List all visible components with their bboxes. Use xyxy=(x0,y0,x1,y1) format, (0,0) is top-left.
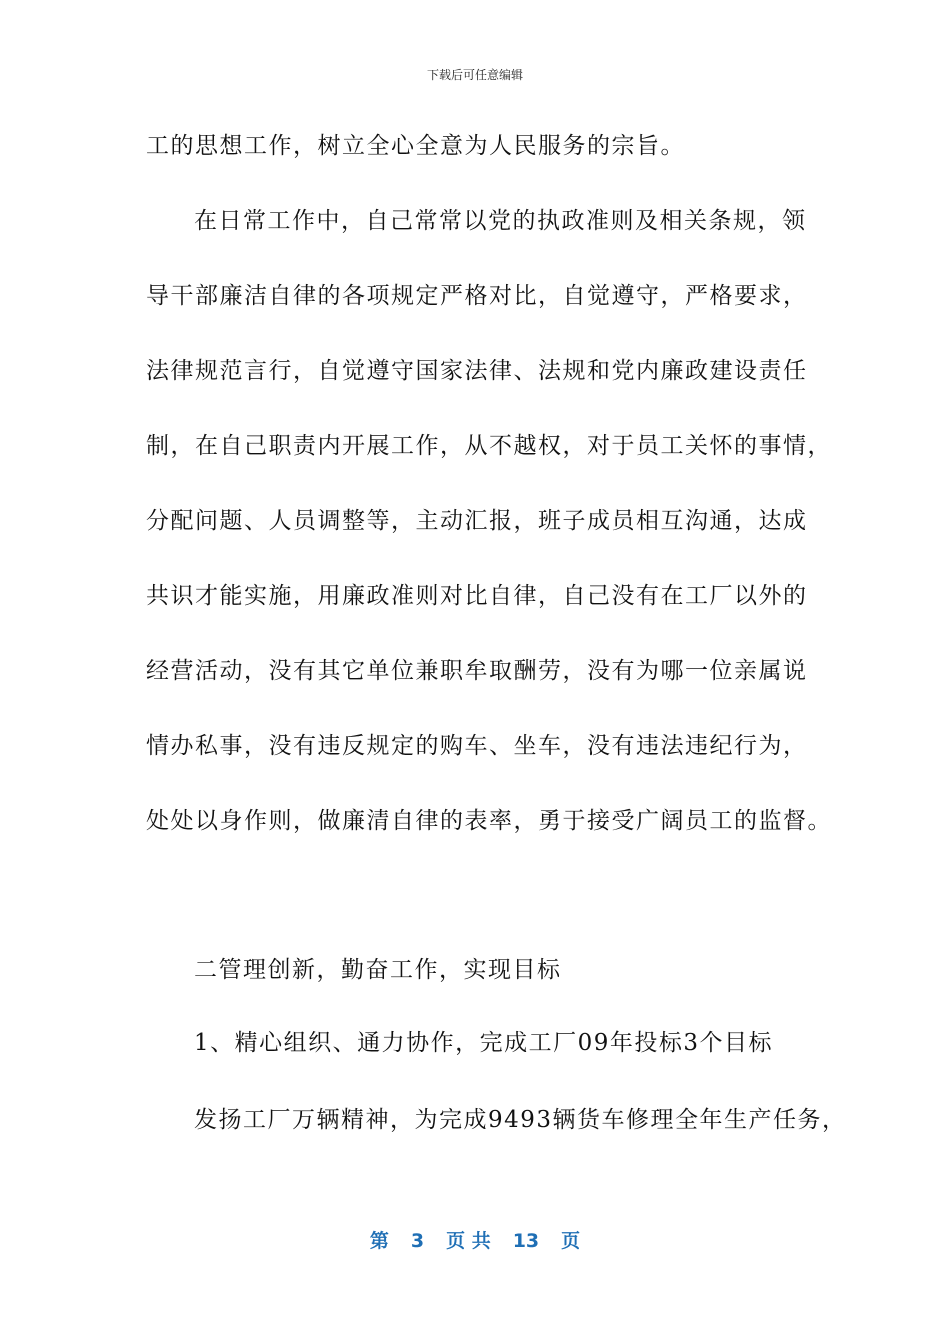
footer-suffix: 页 xyxy=(561,1230,581,1252)
footer-prefix: 第 xyxy=(369,1230,389,1252)
body-line-1: 工的思想工作，树立全心全意为人民服务的宗旨。 xyxy=(146,133,685,159)
subsection-heading: 1、精心组织、通力协作，完成工厂09年投标3个目标 xyxy=(194,1030,774,1056)
body-line-10: 处处以身作则，做廉清自律的表率，勇于接受广阔员工的监督。 xyxy=(146,808,832,834)
body-line-5: 制，在自己职责内开展工作，从不越权，对于员工关怀的事情， xyxy=(146,433,832,459)
body-line-8: 经营活动，没有其它单位兼职牟取酬劳，没有为哪一位亲属说 xyxy=(146,658,808,684)
body-line-7: 共识才能实施，用廉政准则对比自律，自己没有在工厂以外的 xyxy=(146,583,808,609)
header-note: 下载后可任意编辑 xyxy=(426,68,523,82)
body-line-9: 情办私事，没有违反规定的购车、坐车，没有违法违纪行为， xyxy=(146,733,808,759)
section-heading: 二管理创新，勤奋工作，实现目标 xyxy=(194,957,562,983)
body-line-6: 分配问题、人员调整等，主动汇报，班子成员相互沟通，达成 xyxy=(146,508,808,534)
footer-current-page: 3 xyxy=(410,1230,425,1252)
body-line-2: 在日常工作中，自己常常以党的执政准则及相关条规，领 xyxy=(194,208,807,234)
body-line-3: 导干部廉洁自律的各项规定严格对比，自觉遵守，严格要求， xyxy=(146,283,808,309)
footer-total-pages: 13 xyxy=(512,1230,540,1252)
body-line-13: 发扬工厂万辆精神，为完成9493辆货车修理全年生产任务， xyxy=(194,1107,847,1133)
body-line-4: 法律规范言行，自觉遵守国家法律、法规和党内廉政建设责任 xyxy=(146,358,808,384)
footer-middle: 页 共 xyxy=(446,1230,491,1252)
page-footer xyxy=(0,1226,950,1253)
